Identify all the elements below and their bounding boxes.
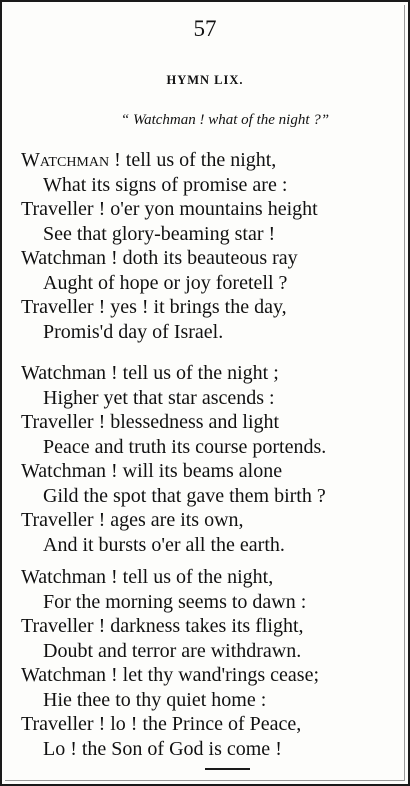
epigraph: “ Watchman ! what of the night ?” [120,112,330,128]
stanza-line: Doubt and terror are withdrawn. [43,639,302,662]
hymn-title: HYMN LIX. [166,73,244,87]
stanza-line: Hie thee to thy quiet home : [43,688,267,711]
stanza-line: Watchman ! doth its beauteous ray [21,247,298,269]
stanza-line: See that glory-beaming star ! [43,222,276,245]
stanza-line: Watchman ! will its beams alone [21,460,283,482]
stanza-line: Watchman ! let thy wand'rings cease; [21,664,319,686]
stanza-line: For the morning seems to dawn : [43,590,307,613]
stanza-line: Traveller ! o'er yon mountains height [21,198,318,220]
stanza-1 [21,148,400,344]
end-rule-divider [205,768,250,770]
stanza-line: Traveller ! lo ! the Prince of Peace, [21,713,302,735]
stanza-line: Promis'd day of Israel. [43,320,224,343]
first-line-rest: ! tell us of the night, [109,149,277,171]
first-word-small-caps: Watchman [21,149,110,171]
stanza-3 [21,565,400,761]
stanza-line: Aught of hope or joy foretell ? [43,271,288,294]
stanza-line [21,148,400,173]
stanza-line: And it bursts o'er all the earth. [43,533,285,556]
stanza-line: Lo ! the Son of God is come ! [43,737,282,760]
stanza-line: Traveller ! blessedness and light [21,411,280,433]
page-content [2,2,408,784]
stanza-line: Traveller ! darkness takes its flight, [21,615,304,637]
stanza-line: Gild the spot that gave them birth ? [43,484,326,507]
stanza-line: What its signs of promise are : [43,173,288,196]
stanza-line: Traveller ! yes ! it brings the day, [21,296,287,318]
stanza-line: Traveller ! ages are its own, [21,509,244,531]
stanza-line: Higher yet that star ascends : [43,386,275,409]
stanza-line: Peace and truth its course portends. [43,435,327,458]
stanza-line: Watchman ! tell us of the night ; [21,362,279,384]
page-number: 57 [193,16,217,41]
stanza-line: Watchman ! tell us of the night, [21,566,274,588]
stanza-2 [21,361,400,557]
